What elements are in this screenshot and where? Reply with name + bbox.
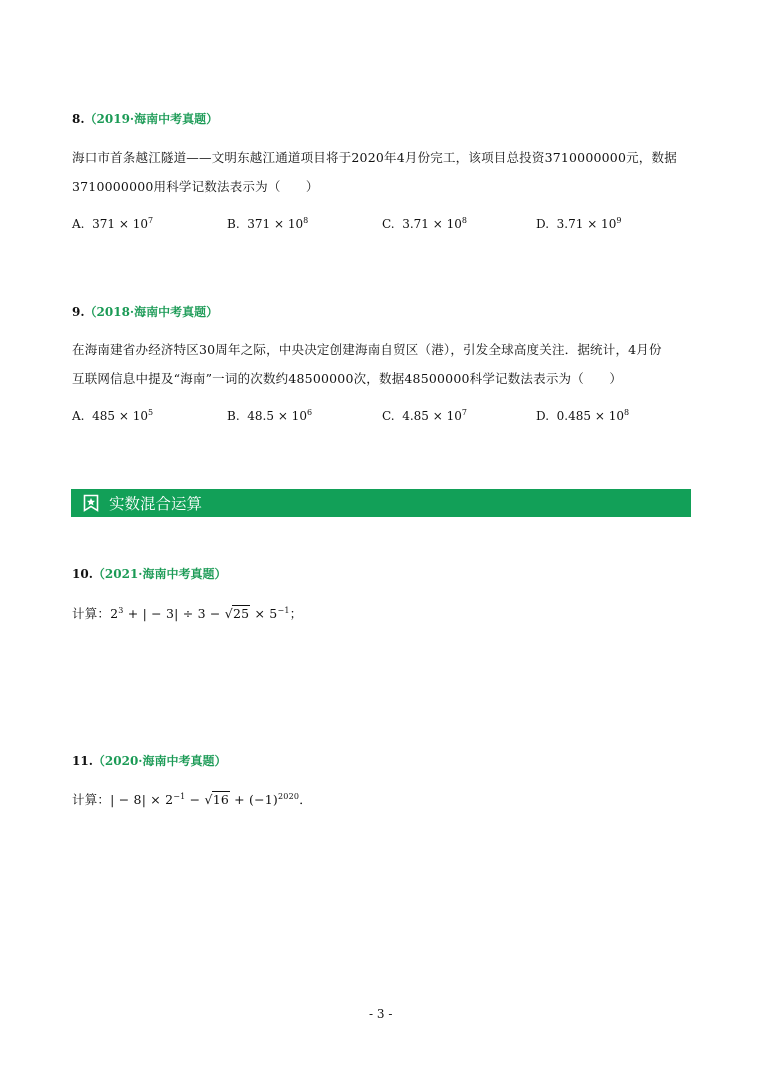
question-8-line-2: 3710000000用科学记数法表示为（ ） bbox=[72, 179, 319, 194]
question-source: （2020·海南中考真题） bbox=[92, 754, 227, 768]
question-8-header bbox=[72, 110, 218, 127]
question-9-option-c: C. $4.85 \times 10^7$ bbox=[382, 408, 467, 423]
question-8-option-c: C. $3.71 \times 10^8$ bbox=[382, 216, 467, 231]
question-number: 11. bbox=[72, 754, 93, 768]
question-9-option-d: D. $0.485 \times 10^8$ bbox=[536, 408, 630, 423]
section-title: 实数混合运算 bbox=[109, 495, 203, 513]
question-number: 10. bbox=[72, 567, 93, 581]
bookmark-star-icon bbox=[83, 494, 99, 512]
question-number: 9. bbox=[72, 305, 85, 319]
question-9-line-1: 在海南建省办经济特区30周年之际，中央决定创建海南自贸区（港），引发全球高度关注．据统计，4月份 bbox=[72, 342, 662, 357]
question-9-line-2: 互联网信息中提及“海南”一词的次数约48500000次，数据48500000科学记数法表示为（ ） bbox=[72, 371, 623, 386]
question-10-header bbox=[72, 565, 226, 582]
question-8-option-a: A. $371 \times 10^7$ bbox=[72, 216, 154, 231]
question-8-option-d: D. $3.71 \times 10^9$ bbox=[536, 216, 622, 231]
question-9-option-b: B. $48.5 \times 10^6$ bbox=[227, 408, 313, 423]
question-number: 8. bbox=[72, 112, 85, 126]
question-8-line-1: 海口市首条越江隧道——文明东越江通道项目将于2020年4月份完工，该项目总投资3710000000元，数据 bbox=[72, 150, 677, 165]
question-11-header bbox=[72, 752, 226, 769]
question-11-expression: 计算：| − $8| \times 2^{-1} - √16 + (-1)^{2020}$． bbox=[72, 792, 312, 807]
question-9-option-a: A. $485 \times 10^5$ bbox=[72, 408, 154, 423]
question-8-option-b: B. $371 \times 10^8$ bbox=[227, 216, 309, 231]
question-source: （2021·海南中考真题） bbox=[92, 567, 227, 581]
question-9-header bbox=[72, 303, 218, 320]
page-number: - 3 - bbox=[369, 1007, 393, 1021]
question-source: （2018·海南中考真题） bbox=[84, 305, 219, 319]
question-source: （2019·海南中考真题） bbox=[84, 112, 219, 126]
question-10-expression: 计算：$2^3$ + | − $3| \div 3 - √25 \times 5^{-1}$； bbox=[72, 606, 303, 621]
section-banner bbox=[71, 489, 691, 517]
